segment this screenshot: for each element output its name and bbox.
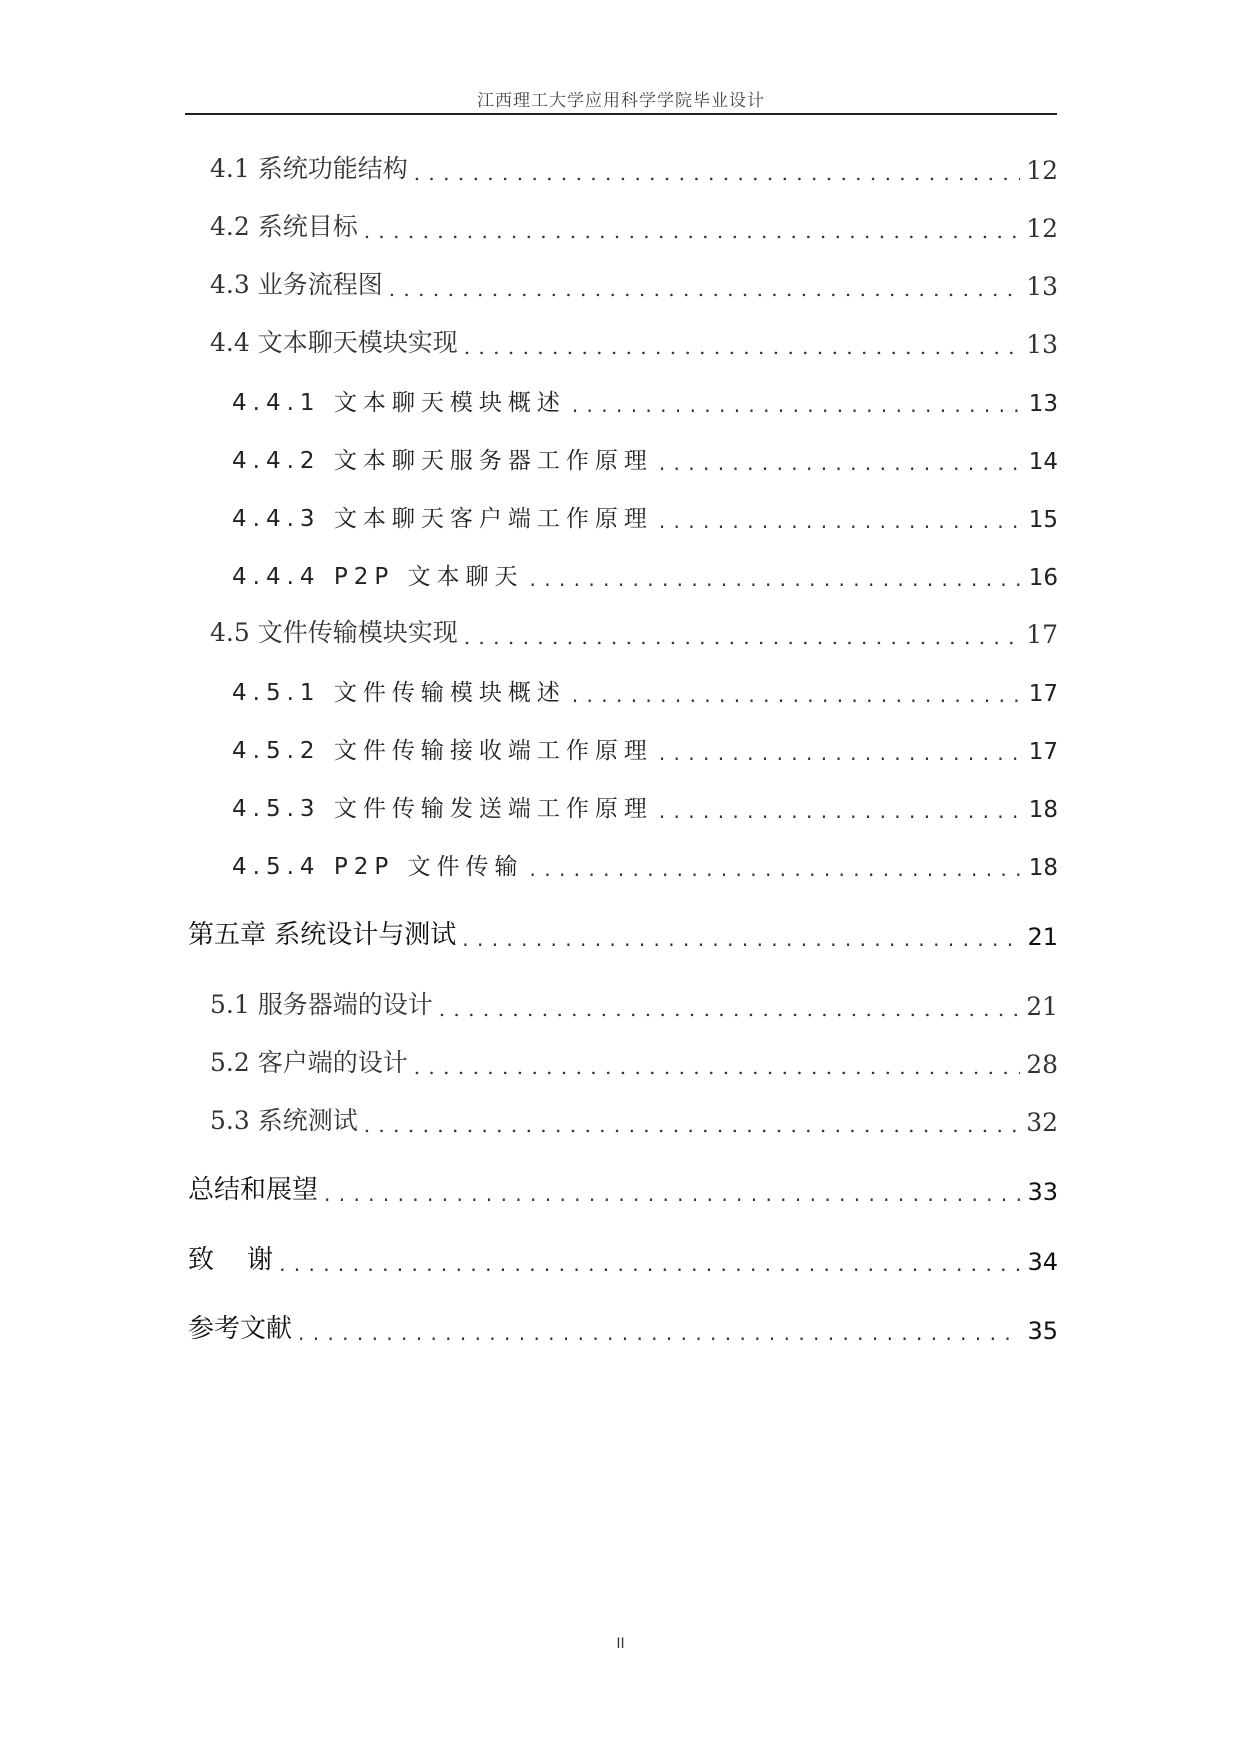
- page-header: 江西理工大学应用科学学院毕业设计: [477, 91, 765, 111]
- toc-entry-page: 13: [1026, 330, 1058, 359]
- toc-leader-dots: [364, 219, 1020, 243]
- toc-entry[interactable]: [232, 841, 1058, 881]
- toc-entry[interactable]: [232, 667, 1058, 707]
- toc-entry[interactable]: [210, 203, 1058, 243]
- toc-entry-page: 13: [1028, 391, 1058, 417]
- toc-entry[interactable]: [188, 911, 1058, 951]
- toc-entry-title: 5.2 客户端的设计: [210, 1048, 408, 1077]
- toc-leader-dots: [414, 161, 1020, 185]
- toc-entry-page: 32: [1026, 1108, 1058, 1137]
- toc-leader-dots: [659, 799, 1023, 823]
- toc-entry-title: 4.4.1 文本聊天模块概述: [232, 390, 566, 416]
- toc-entry[interactable]: [210, 1039, 1058, 1079]
- toc-entry-page: 14: [1028, 449, 1058, 475]
- toc-leader-dots: [659, 741, 1023, 765]
- toc-leader-dots: [439, 997, 1020, 1021]
- toc-entry-title: 4.4.4 P2P 文本聊天: [232, 564, 524, 590]
- toc-entry[interactable]: [232, 377, 1058, 417]
- toc-entry-page: 13: [1026, 272, 1058, 301]
- toc-entry[interactable]: [232, 493, 1058, 533]
- toc-entry-title: 参考文献: [188, 1314, 293, 1344]
- toc-entry-title: 4.5.3 文件传输发送端工作原理: [232, 796, 653, 822]
- toc-entry[interactable]: [210, 609, 1058, 649]
- toc-entry-page: 16: [1028, 565, 1058, 591]
- toc-leader-dots: [364, 1113, 1020, 1137]
- toc-entry[interactable]: [210, 261, 1058, 301]
- toc-entry-title: 第五章 系统设计与测试: [188, 920, 457, 950]
- toc-leader-dots: [530, 857, 1023, 881]
- toc-leader-dots: [464, 625, 1020, 649]
- toc-leader-dots: [659, 451, 1023, 475]
- toc-entry-title: 5.3 系统测试: [210, 1106, 358, 1135]
- toc-entry-title: 4.4.3 文本聊天客户端工作原理: [232, 506, 653, 532]
- toc-entry[interactable]: [232, 551, 1058, 591]
- toc-leader-dots: [530, 567, 1023, 591]
- toc-entry-page: 17: [1028, 681, 1058, 707]
- toc-entry-page: 17: [1028, 739, 1058, 765]
- toc-entry-page: 35: [1027, 1317, 1058, 1345]
- toc-leader-dots: [464, 335, 1020, 359]
- toc-entry[interactable]: [188, 1236, 1058, 1276]
- toc-entry-page: 12: [1026, 214, 1058, 243]
- toc-entry[interactable]: [210, 319, 1058, 359]
- toc-entry[interactable]: [188, 1305, 1058, 1345]
- toc-leader-dots: [462, 927, 1021, 951]
- toc-entry-title: 4.2 系统目标: [210, 212, 358, 241]
- toc-entry[interactable]: [210, 981, 1058, 1021]
- toc-entry-title: 4.1 系统功能结构: [210, 154, 408, 183]
- toc-leader-dots: [659, 509, 1023, 533]
- toc-leader-dots: [572, 683, 1023, 707]
- page-number: II: [616, 1636, 625, 1652]
- toc-leader-dots: [298, 1321, 1021, 1345]
- toc-entry-title: 4.5 文件传输模块实现: [210, 618, 458, 647]
- toc-entry[interactable]: [232, 725, 1058, 765]
- toc-entry-page: 18: [1028, 855, 1058, 881]
- toc-entry-title: 总结和展望: [188, 1175, 319, 1205]
- toc-entry[interactable]: [210, 1097, 1058, 1137]
- toc-entry-title: 4.3 业务流程图: [210, 270, 383, 299]
- toc-entry-page: 18: [1028, 797, 1058, 823]
- toc-entry-title: 4.5.2 文件传输接收端工作原理: [232, 738, 653, 764]
- toc-entry-page: 15: [1028, 507, 1058, 533]
- toc-entry-title: 4.4 文本聊天模块实现: [210, 328, 458, 357]
- toc-entry[interactable]: [232, 435, 1058, 475]
- toc-entry-page: 33: [1027, 1178, 1058, 1206]
- toc-entry-page: 12: [1026, 156, 1058, 185]
- toc-entry[interactable]: [188, 1166, 1058, 1206]
- toc-entry-page: 28: [1026, 1050, 1058, 1079]
- toc-entry-title: 5.1 服务器端的设计: [210, 990, 433, 1019]
- toc-entry[interactable]: [232, 783, 1058, 823]
- toc-leader-dots: [389, 277, 1020, 301]
- toc-entry-page: 17: [1026, 620, 1058, 649]
- toc-entry-page: 34: [1027, 1248, 1058, 1276]
- toc-entry-title: 致 谢: [188, 1245, 274, 1275]
- toc-entry-page: 21: [1026, 992, 1058, 1021]
- toc-entry-page: 21: [1027, 923, 1058, 951]
- toc-leader-dots: [572, 393, 1023, 417]
- toc-entry-title: 4.5.1 文件传输模块概述: [232, 680, 566, 706]
- toc-entry-title: 4.4.2 文本聊天服务器工作原理: [232, 448, 653, 474]
- toc-leader-dots: [324, 1182, 1021, 1206]
- toc-leader-dots: [414, 1055, 1020, 1079]
- toc-leader-dots: [279, 1252, 1021, 1276]
- toc-entry[interactable]: [210, 145, 1058, 185]
- toc-entry-title: 4.5.4 P2P 文件传输: [232, 854, 524, 880]
